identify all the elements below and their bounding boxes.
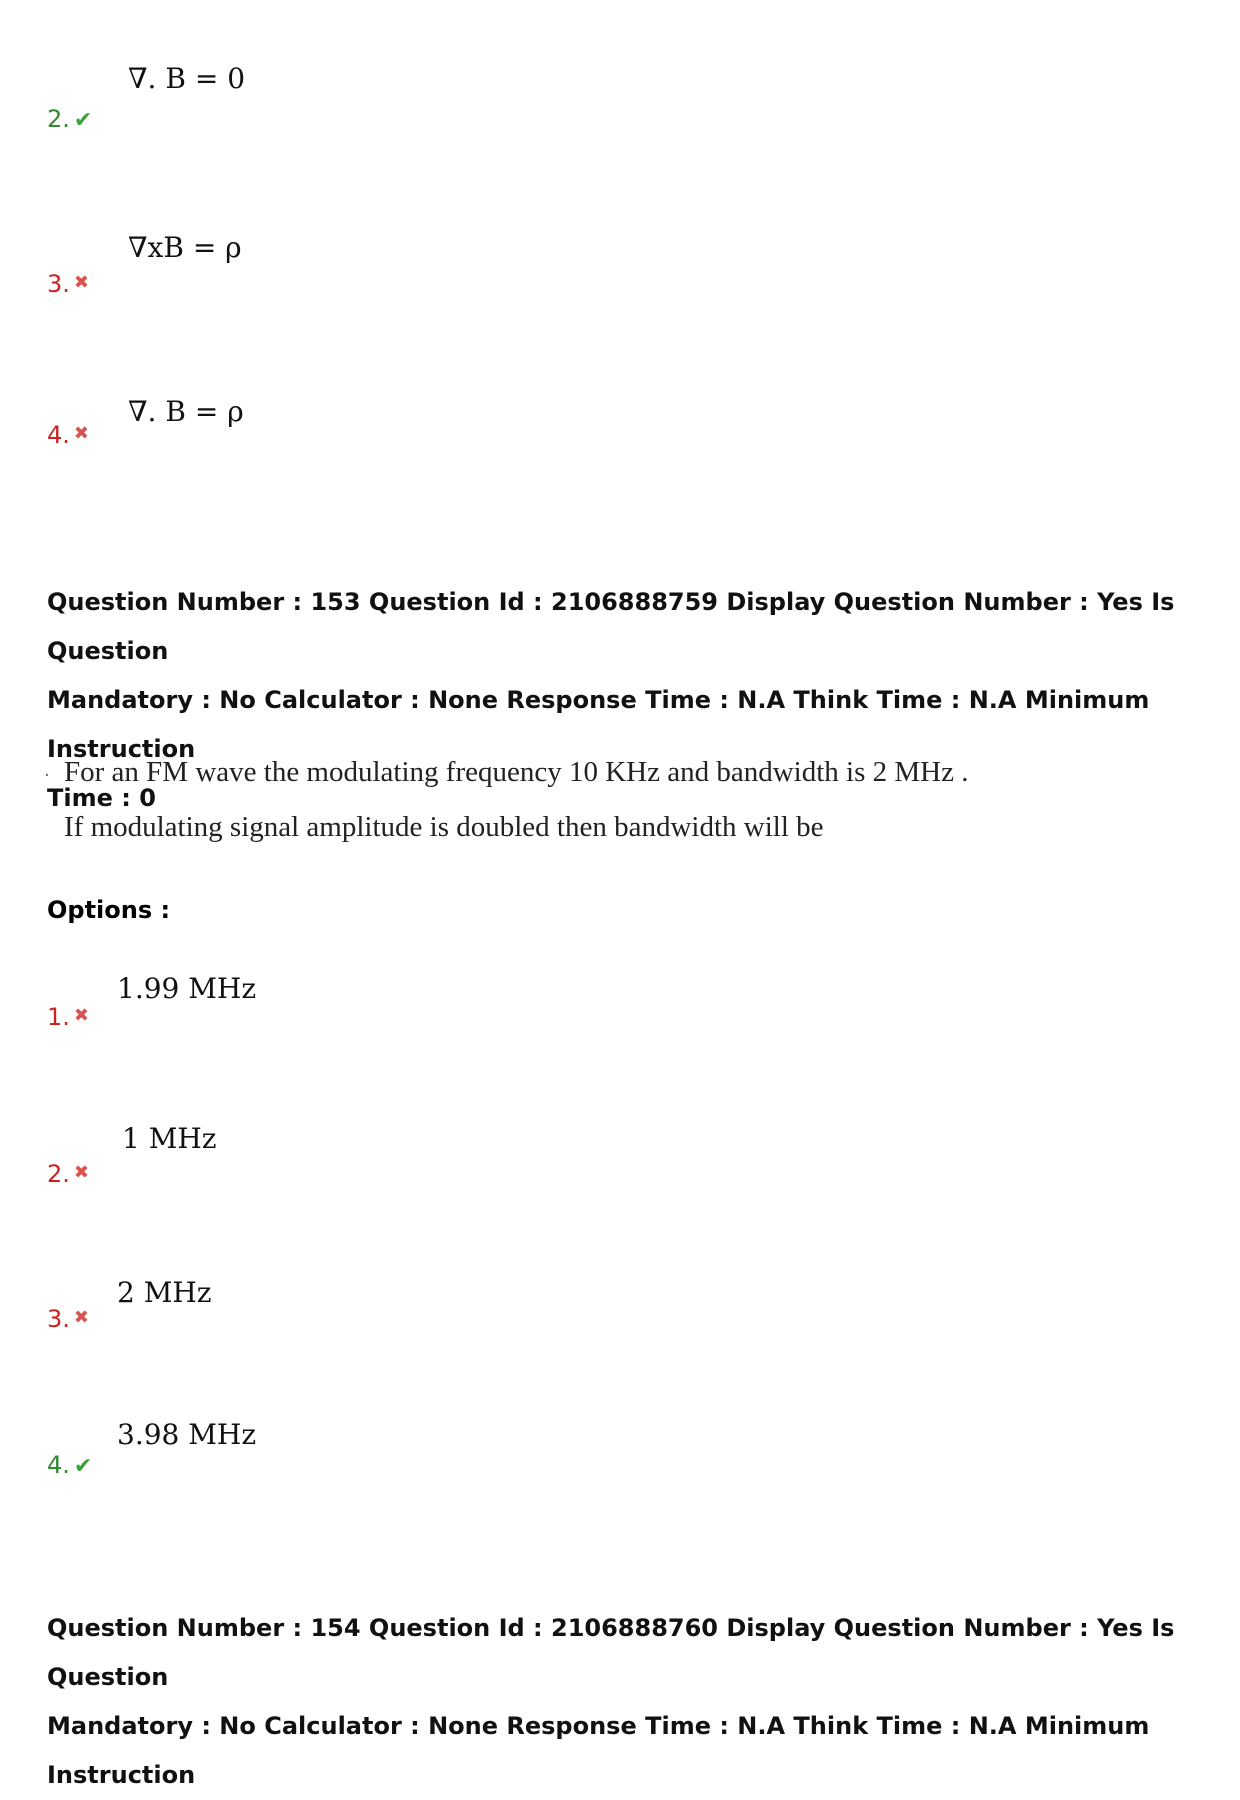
option-value: 2 MHz <box>117 1276 212 1309</box>
option-value: 1 MHz <box>122 1122 217 1155</box>
option-number <box>47 1450 92 1482</box>
cross-icon: ✖ <box>73 1162 89 1183</box>
option-value: 1.99 MHz <box>117 972 257 1005</box>
question-header-line: Mandatory : No Calculator : None Response Time : N.A Think Time : N.A Minimum Instruction <box>47 1712 1150 1789</box>
option-formula: ∇. B = ρ <box>128 395 244 428</box>
question-header-line: Question Number : 154 Question Id : 2106888760 Display Question Number : Yes Is Question <box>47 1614 1175 1691</box>
option-number-label: 3. <box>47 270 70 298</box>
option-number-label: 4. <box>47 421 70 449</box>
check-icon: ✔ <box>73 108 93 133</box>
option-value: 3.98 MHz <box>117 1418 257 1451</box>
option-number-label: 1. <box>47 1003 70 1031</box>
option-number <box>47 104 92 136</box>
check-icon: ✔ <box>73 1454 93 1479</box>
cross-icon: ✖ <box>73 1307 89 1328</box>
option-formula: ∇xB = ρ <box>128 231 242 264</box>
option-number <box>47 1001 89 1032</box>
cross-icon: ✖ <box>73 1005 89 1026</box>
bullet-dot: . <box>44 760 50 781</box>
option-number <box>47 268 89 299</box>
option-number <box>47 419 89 450</box>
question-header-line: Question Number : 153 Question Id : 2106888759 Display Question Number : Yes Is Question <box>47 588 1175 665</box>
cross-icon: ✖ <box>73 423 89 444</box>
option-number <box>47 1303 89 1334</box>
question-text-line: If modulating signal amplitude is doubled then bandwidth will be <box>64 811 824 843</box>
question-header-line: Mandatory : No Calculator : None Response Time : N.A Think Time : N.A Minimum Instruction <box>47 686 1150 763</box>
option-formula: ∇. B = 0 <box>128 62 246 95</box>
question-header <box>47 1604 1207 1800</box>
options-label: Options : <box>47 896 171 924</box>
cross-icon: ✖ <box>73 272 89 293</box>
option-number <box>47 1158 89 1189</box>
question-header-line: Time : 0 <box>47 784 156 812</box>
option-number-label: 2. <box>47 1160 70 1188</box>
option-number-label: 3. <box>47 1305 70 1333</box>
question-text-line: For an FM wave the modulating frequency 10 KHz and bandwidth is 2 MHz . <box>64 756 969 788</box>
option-number-label: 2. <box>47 105 70 133</box>
option-number-label: 4. <box>47 1451 70 1479</box>
